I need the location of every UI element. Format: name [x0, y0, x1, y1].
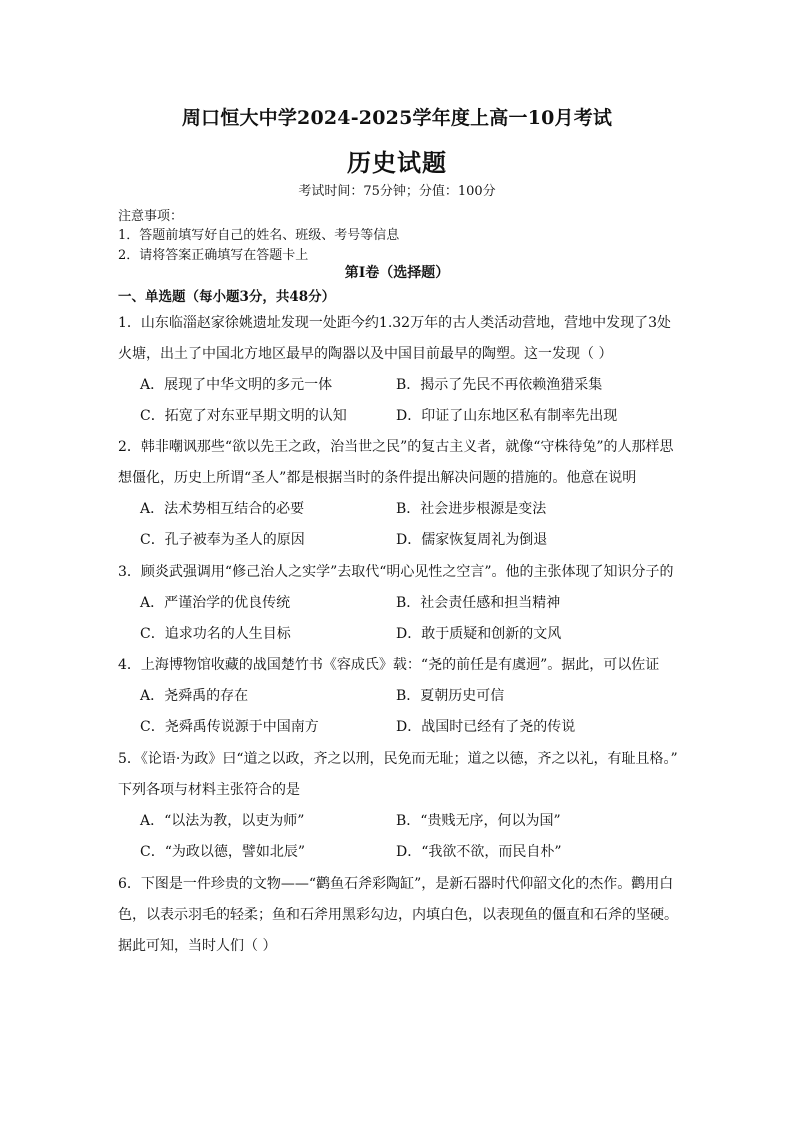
question-4-option-d: D．战国时已经有了尧的传说 — [396, 719, 576, 735]
question-1-option-b: B．揭示了先民不再依赖渔猎采集 — [396, 377, 603, 393]
subject-title: 历史试题 — [347, 148, 447, 177]
question-1-option-c: C．拓宽了对东亚早期文明的认知 — [140, 408, 347, 424]
question-4-line-1: 4．上海博物馆收藏的战国楚竹书《容成氏》载：“尧的前任是有虞迵”。据此，可以佐证 — [118, 657, 660, 673]
question-6-line-2: 色，以表示羽毛的轻柔；鱼和石斧用黑彩勾边，内填白色，以表现鱼的僵直和石斧的坚硬。 — [118, 907, 678, 923]
question-2-option-d: D．儒家恢复周礼为倒退 — [396, 532, 548, 548]
question-6-line-1: 6．下图是一件珍贵的文物——“鹳鱼石斧彩陶缸”，是新石器时代仰韶文化的杰作。鹳用白 — [118, 876, 674, 892]
question-2-option-b: B．社会进步根源是变法 — [396, 501, 547, 517]
question-2-line-1: 2．韩非嘲讽那些“欲以先王之政，治当世之民”的复古主义者，就像“守株待兔”的人那样思 — [118, 439, 674, 455]
question-3-option-d: D．敢于质疑和创新的文风 — [396, 626, 562, 642]
question-2-option-a: A．法术势相互结合的必要 — [140, 501, 305, 517]
question-5-line-2: 下列各项与材料主张符合的是 — [118, 782, 300, 798]
question-4-option-a: A．尧舜禹的存在 — [140, 688, 249, 704]
question-1-line-2: 火塘，出土了中国北方地区最早的陶器以及中国目前最早的陶塑。这一发现（ ） — [118, 346, 613, 362]
exam-info: 考试时间：75分钟；分值：100分 — [298, 184, 496, 199]
question-1-line-1: 1．山东临淄赵家徐姚遗址发现一处距今约1.32万年的古人类活动营地，营地中发现了3处 — [118, 315, 671, 331]
question-3-option-c: C．追求功名的人生目标 — [140, 626, 291, 642]
question-5-option-c: C．“为政以德，譬如北辰” — [140, 844, 306, 860]
part-title: 第I卷（选择题） — [344, 265, 450, 281]
question-1-option-d: D．印证了山东地区私有制率先出现 — [396, 408, 618, 424]
section-heading: 一、单选题（每小题3分，共48分） — [118, 289, 336, 305]
note-item: 2．请将答案正确填写在答题卡上 — [118, 248, 309, 263]
question-3-option-a: A．严谨治学的优良传统 — [140, 595, 291, 611]
question-5-option-b: B．“贵贱无序，何以为国” — [396, 813, 561, 829]
question-5-option-a: A．“以法为教，以吏为师” — [140, 813, 305, 829]
question-3-line-1: 3．顾炎武强调用“修己治人之实学”去取代“明心见性之空言”。他的主张体现了知识分子的 — [118, 564, 674, 580]
question-5-option-d: D．“我欲不欲，而民自朴” — [396, 844, 562, 860]
question-6-line-3: 据此可知，当时人们（ ） — [118, 938, 277, 954]
question-3-option-b: B．社会责任感和担当精神 — [396, 595, 561, 611]
question-2-line-2: 想僵化，历史上所谓“圣人”都是根据当时的条件提出解决问题的措施的。他意在说明 — [118, 470, 637, 486]
question-2-option-c: C．孔子被奉为圣人的原因 — [140, 532, 305, 548]
note-item: 1．答题前填写好自己的姓名、班级、考号等信息 — [118, 228, 400, 243]
question-4-option-b: B．夏朝历史可信 — [396, 688, 505, 704]
school-exam-title: 周口恒大中学2024-2025学年度上高一10月考试 — [181, 107, 613, 129]
question-5-line-1: 5．《论语·为政》曰“道之以政，齐之以刑，民免而无耻；道之以德，齐之以礼，有耻且格。” — [118, 751, 678, 767]
notes-heading: 注意事项： — [118, 209, 184, 224]
question-1-option-a: A．展现了中华文明的多元一体 — [140, 377, 333, 393]
question-4-option-c: C．尧舜禹传说源于中国南方 — [140, 719, 319, 735]
